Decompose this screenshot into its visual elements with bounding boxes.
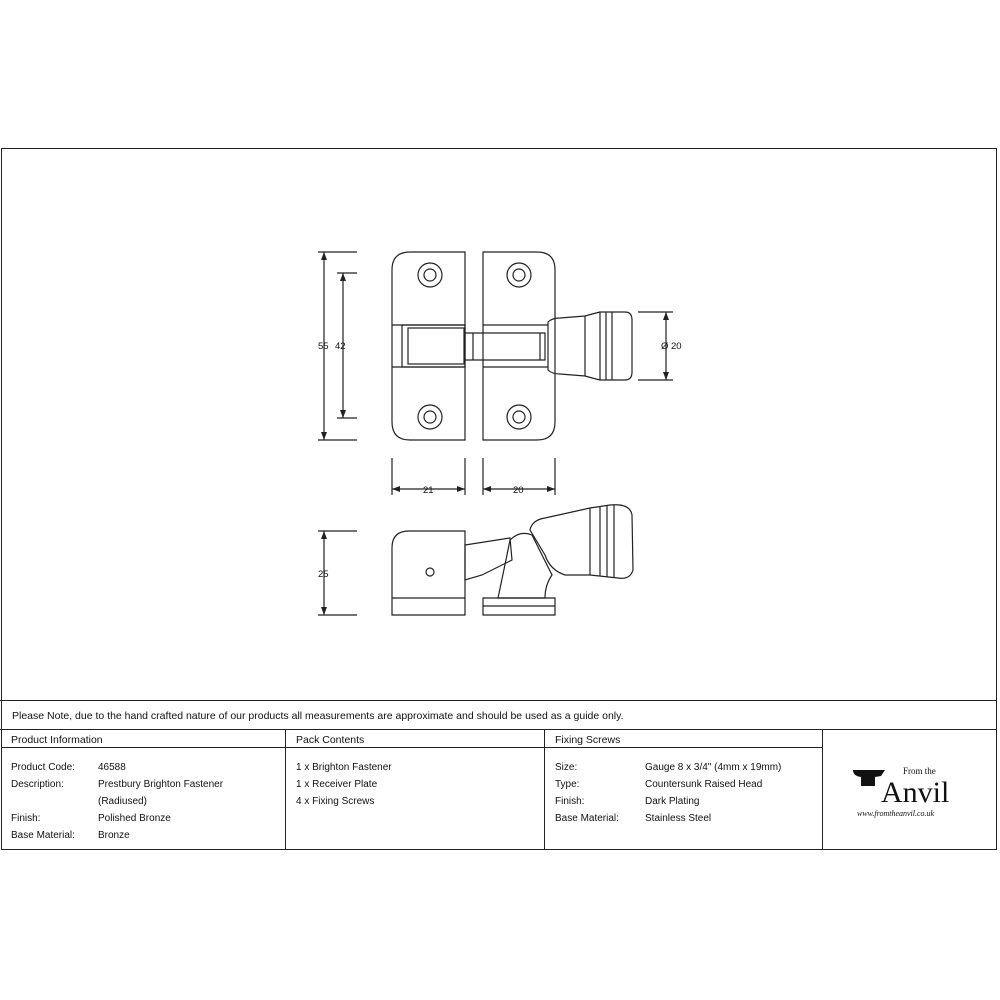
svg-text:From the: From the <box>903 766 936 776</box>
screw-row: Base Material: Stainless Steel <box>555 813 712 824</box>
svg-text:www.fromtheanvil.co.uk: www.fromtheanvil.co.uk <box>857 809 935 818</box>
measurement-note: Please Note, due to the hand crafted nature of our products all measurements are approximate and should be used as a guide only. <box>0 700 996 730</box>
list-item: 1 x Receiver Plate <box>296 779 378 790</box>
svg-text:Anvil: Anvil <box>881 776 950 809</box>
dim-height-inner: 42 <box>335 341 346 352</box>
side-knob <box>530 505 633 579</box>
anvil-logo <box>823 730 997 850</box>
fixing-screws-panel <box>545 730 823 850</box>
dim-side-height: 25 <box>318 569 329 580</box>
screw-row: Type: Countersunk Raised Head <box>555 779 763 790</box>
screw-row: Finish: Dark Plating <box>555 796 700 807</box>
knob <box>548 312 632 380</box>
pack-contents-panel <box>286 730 545 850</box>
side-left-block <box>392 531 465 615</box>
list-item: 1 x Brighton Fastener <box>296 762 392 773</box>
info-row: Base Material: Bronze <box>11 830 130 841</box>
info-row: Finish: Polished Bronze <box>11 813 171 824</box>
side-post <box>498 533 552 598</box>
dim-width-right: 20 <box>513 485 524 496</box>
info-row: Description: Prestbury Brighton Fastener <box>11 779 224 790</box>
side-bolt <box>465 538 512 580</box>
logo-panel <box>823 730 997 850</box>
dim-knob-diameter: Ø 20 <box>661 341 682 352</box>
fixing-screws-title: Fixing Screws <box>545 730 822 748</box>
dim-width-left: 21 <box>423 485 434 496</box>
product-information-panel <box>1 730 286 850</box>
screw-row: Size: Gauge 8 x 3/4" (4mm x 19mm) <box>555 762 782 773</box>
info-row: Product Code: 46588 <box>11 762 126 773</box>
info-row: (Radiused) <box>98 796 147 807</box>
bolt <box>465 333 545 360</box>
dim-height-outer: 55 <box>318 341 329 352</box>
list-item: 4 x Fixing Screws <box>296 796 375 807</box>
product-information-title: Product Information <box>1 730 285 748</box>
pack-contents-title: Pack Contents <box>286 730 544 748</box>
right-plate <box>483 252 555 440</box>
